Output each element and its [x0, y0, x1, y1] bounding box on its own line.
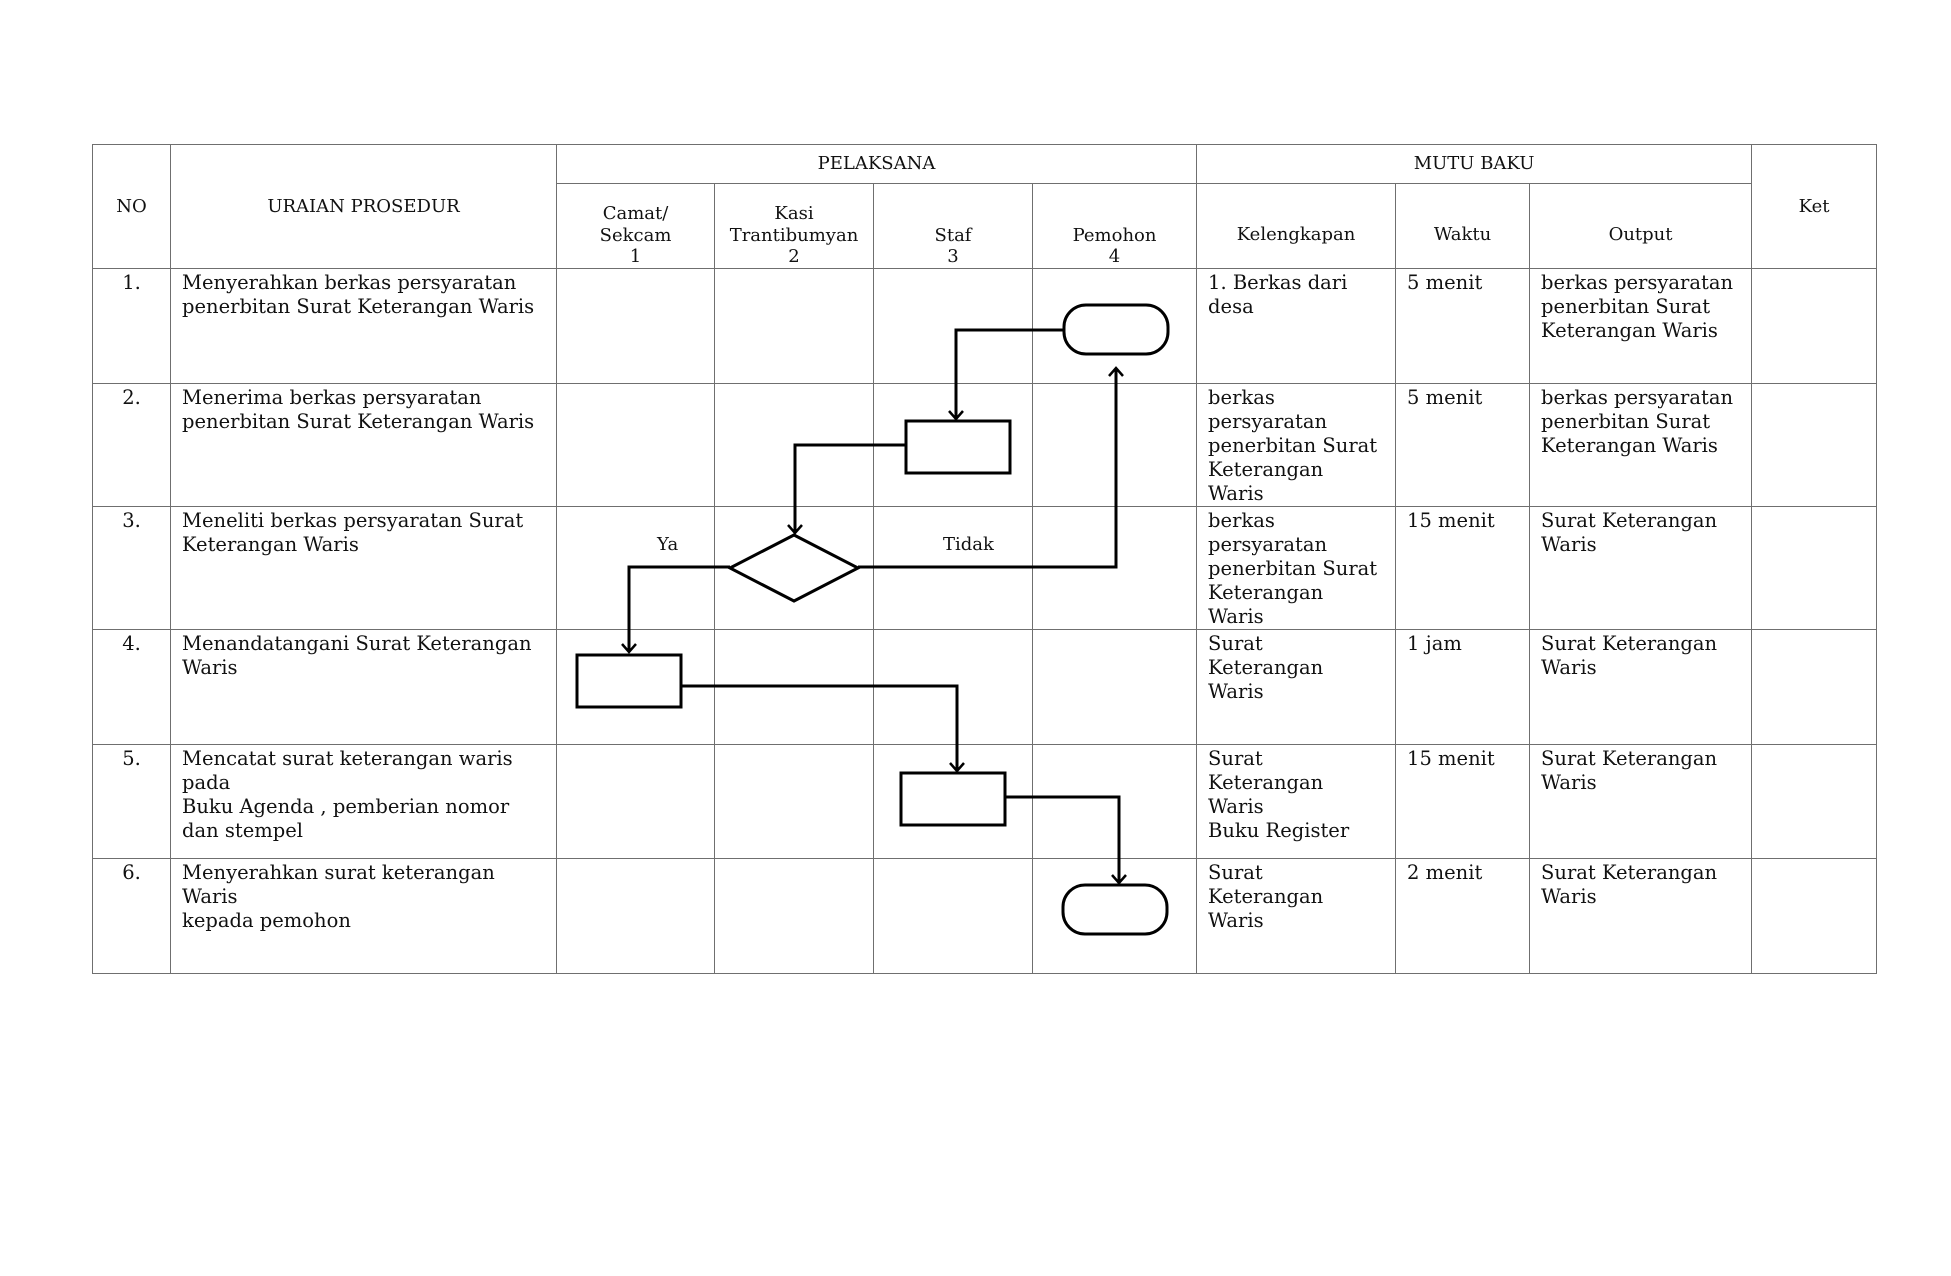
lane-number: 3	[947, 246, 959, 268]
header-lane-1	[557, 184, 715, 269]
lane-cell	[874, 384, 1033, 507]
header-pelaksana: PELAKSANA	[557, 145, 1197, 184]
table-row	[93, 507, 1877, 630]
table-row	[93, 745, 1877, 859]
row-number: 3.	[93, 507, 171, 630]
lane-label: Kasi Trantibumyan	[729, 203, 859, 246]
table-row	[93, 630, 1877, 745]
lane-cell	[715, 745, 874, 859]
row-ket	[1752, 745, 1877, 859]
lane-number: 1	[629, 246, 642, 268]
row-ket	[1752, 630, 1877, 745]
row-waktu: 5 menit	[1396, 384, 1530, 507]
header-no: NO	[93, 145, 171, 269]
lane-number: 2	[788, 246, 800, 268]
lane-cell	[874, 269, 1033, 384]
row-kelengkapan: 1. Berkas dari desa	[1197, 269, 1396, 384]
row-uraian: Mencatat surat keterangan waris pada Buku Agenda , pemberian nomor dan stempel	[171, 745, 557, 859]
row-uraian: Menandatangani Surat Keterangan Waris	[171, 630, 557, 745]
row-kelengkapan: Surat Keterangan Waris	[1197, 859, 1396, 974]
row-output: Surat Keterangan Waris	[1530, 859, 1752, 974]
row-number: 4.	[93, 630, 171, 745]
lane-cell	[715, 859, 874, 974]
lane-cell	[557, 507, 715, 630]
header-lane-4	[1033, 184, 1197, 269]
row-output: Surat Keterangan Waris	[1530, 630, 1752, 745]
row-number: 6.	[93, 859, 171, 974]
lane-cell	[1033, 630, 1197, 745]
lane-cell	[557, 745, 715, 859]
table-row	[93, 384, 1877, 507]
row-kelengkapan: Surat Keterangan Waris Buku Register	[1197, 745, 1396, 859]
lane-cell	[1033, 269, 1197, 384]
lane-cell	[557, 630, 715, 745]
row-number: 5.	[93, 745, 171, 859]
row-waktu: 15 menit	[1396, 507, 1530, 630]
table-row	[93, 859, 1877, 974]
lane-label: Pemohon	[1072, 224, 1157, 246]
row-ket	[1752, 507, 1877, 630]
lane-cell	[874, 745, 1033, 859]
lane-cell	[557, 384, 715, 507]
row-number: 2.	[93, 384, 171, 507]
header-ket: Ket	[1752, 145, 1877, 269]
row-ket	[1752, 384, 1877, 507]
decision-yes-label: Ya	[657, 534, 679, 555]
row-output: berkas persyaratan penerbitan Surat Keterangan Waris	[1530, 269, 1752, 384]
row-kelengkapan: berkas persyaratan penerbitan Surat Keterangan Waris	[1197, 384, 1396, 507]
lane-cell	[715, 507, 874, 630]
row-waktu: 5 menit	[1396, 269, 1530, 384]
row-uraian: Menerima berkas persyaratan penerbitan Surat Keterangan Waris	[171, 384, 557, 507]
row-uraian: Meneliti berkas persyaratan Surat Keterangan Waris	[171, 507, 557, 630]
lane-cell	[1033, 745, 1197, 859]
header-mutu-baku: MUTU BAKU	[1197, 145, 1752, 184]
row-ket	[1752, 859, 1877, 974]
header-uraian: URAIAN PROSEDUR	[171, 145, 557, 269]
header-kelengkapan: Kelengkapan	[1197, 184, 1396, 269]
row-waktu: 2 menit	[1396, 859, 1530, 974]
table-row	[93, 269, 1877, 384]
lane-cell	[874, 630, 1033, 745]
row-number: 1.	[93, 269, 171, 384]
lane-cell	[1033, 507, 1197, 630]
row-kelengkapan: berkas persyaratan penerbitan Surat Keterangan Waris	[1197, 507, 1396, 630]
row-waktu: 1 jam	[1396, 630, 1530, 745]
header-output: Output	[1530, 184, 1752, 269]
decision-no-label: Tidak	[943, 534, 994, 555]
lane-cell	[557, 859, 715, 974]
row-output: berkas persyaratan penerbitan Surat Keterangan Waris	[1530, 384, 1752, 507]
lane-cell	[1033, 384, 1197, 507]
sop-table	[92, 144, 1877, 974]
lane-cell	[874, 859, 1033, 974]
lane-cell	[715, 269, 874, 384]
header-lane-3	[874, 184, 1033, 269]
lane-label: Staf	[934, 224, 972, 246]
lane-cell	[1033, 859, 1197, 974]
row-uraian: Menyerahkan surat keterangan Waris kepada pemohon	[171, 859, 557, 974]
header-waktu: Waktu	[1396, 184, 1530, 269]
row-kelengkapan: Surat Keterangan Waris	[1197, 630, 1396, 745]
row-output: Surat Keterangan Waris	[1530, 745, 1752, 859]
lane-label: Camat/ Sekcam	[599, 203, 672, 246]
row-ket	[1752, 269, 1877, 384]
lane-cell	[874, 507, 1033, 630]
lane-number: 4	[1108, 246, 1121, 268]
row-uraian: Menyerahkan berkas persyaratan penerbitan Surat Keterangan Waris	[171, 269, 557, 384]
lane-cell	[715, 384, 874, 507]
row-output: Surat Keterangan Waris	[1530, 507, 1752, 630]
header-lane-2	[715, 184, 874, 269]
lane-cell	[715, 630, 874, 745]
lane-cell	[557, 269, 715, 384]
row-waktu: 15 menit	[1396, 745, 1530, 859]
